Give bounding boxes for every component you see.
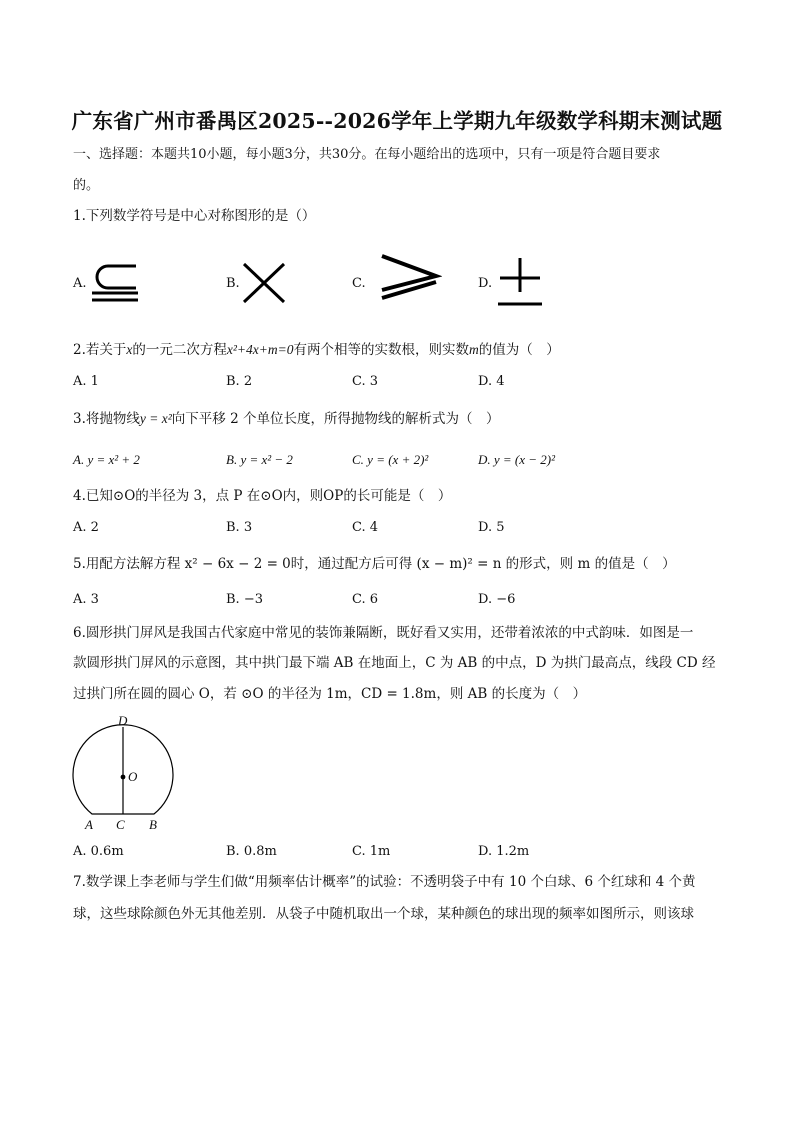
q1-stem: 1.下列数学符号是中心对称图形的是（） [73,208,316,224]
center-point-o [121,775,126,780]
q5-option-a: A. 3 [73,592,99,607]
q1-option-d-label: D. [478,276,493,291]
label-b: B [149,817,157,832]
q7-stem-line1: 7.数学课上李老师与学生们做“用频率估计概率”的试验：不透明袋子中有 10 个白球、6 个红球和 4 个黄 [73,874,696,890]
q6-option-b: B. 0.8m [226,844,277,859]
q4-stem: 4.已知⊙O的半径为 3，点 P 在⊙O内，则OP的长可能是（ ） [73,488,452,504]
q2-option-a: A. 1 [73,374,99,389]
q1-option-b-label: B. [226,276,240,291]
q6-option-a: A. 0.6m [73,844,124,859]
q3-option-b: B. y = x² − 2 [226,452,293,467]
geqslant-symbol-icon [376,252,442,300]
q2-equation: x²+4x+m=0 [226,342,294,357]
section-heading-line1: 一、选择题：本题共10小题，每小题3分，共30分。在每小题给出的选项中，只有一项是符合题目要求 [73,147,661,162]
q3-option-d: D. y = (x − 2)² [478,452,556,467]
plus-minus-symbol-icon [494,256,546,308]
subseteq-symbol-icon [86,262,142,304]
section-heading-line2: 的。 [73,178,100,193]
q3-equation: y = x² [139,411,172,426]
q3-stem-pre: 3.将抛物线 [73,411,140,427]
q6-stem-line1: 6.圆形拱门屏风是我国古代家庭中常见的装饰兼隔断，既好看又实用，还带着浓浓的中式韵味．如图是一 [73,625,694,641]
q5-option-d: D. −6 [478,592,516,607]
label-o: O [128,769,138,784]
q2-stem-mid: 的一元二次方程 [132,342,227,358]
q4-option-b: B. 3 [226,520,253,535]
q4-option-a: A. 2 [73,520,99,535]
q3-option-a: A. y = x² + 2 [73,452,140,467]
page-title: 广东省广州市番禺区2025--2026学年上学期九年级数学科期末测试题 [71,109,723,133]
q6-stem-line2: 款圆形拱门屏风的示意图，其中拱门最下端 AB 在地面上，C 为 AB 的中点，D 为拱门最高点，线段 CD 经 [73,655,716,671]
q2-stem-post: 的值为（ ） [478,342,560,358]
q2-var-x: x [126,342,133,357]
q2-var-m: m [469,342,479,357]
q5-option-c: C. 6 [352,592,379,607]
q3-option-c: C. y = (x + 2)² [352,452,429,467]
q1-option-c-label: C. [352,276,366,291]
q2-stem [73,341,560,359]
times-symbol-icon [240,262,288,304]
label-a: A [85,817,93,832]
q7-stem-line2: 球，这些球除颜色外无其他差别．从袋子中随机取出一个球，某种颜色的球出现的频率如图所示，则该球 [73,906,694,922]
q6-option-d: D. 1.2m [478,844,530,859]
label-d: D [118,713,128,728]
q4-option-d: D. 5 [478,520,505,535]
arch-door-figure [68,712,180,832]
q2-stem-mid2: 有两个相等的实数根，则实数 [293,342,470,358]
q2-option-c: C. 3 [352,374,379,389]
q4-option-c: C. 4 [352,520,379,535]
q6-stem-line3: 过拱门所在圆的圆心 O，若 ⊙O 的半径为 1m，CD = 1.8m，则 AB 的长度为（ ） [73,686,587,702]
q5-option-b: B. −3 [226,592,263,607]
q5-stem: 5.用配方法解方程 x² − 6x − 2 = 0时，通过配方后可得 (x − m)² = n 的形式，则 m 的值是（ ） [73,556,676,572]
q6-option-c: C. 1m [352,844,391,859]
q3-stem [73,410,499,428]
q1-option-a-label: A. [73,276,87,291]
q2-option-d: D. 4 [478,374,505,389]
q3-stem-post: 向下平移 2 个单位长度，所得抛物线的解析式为（ ） [171,411,500,427]
q2-option-b: B. 2 [226,374,253,389]
label-c: C [116,817,125,832]
q2-stem-pre: 2.若关于 [73,342,127,358]
